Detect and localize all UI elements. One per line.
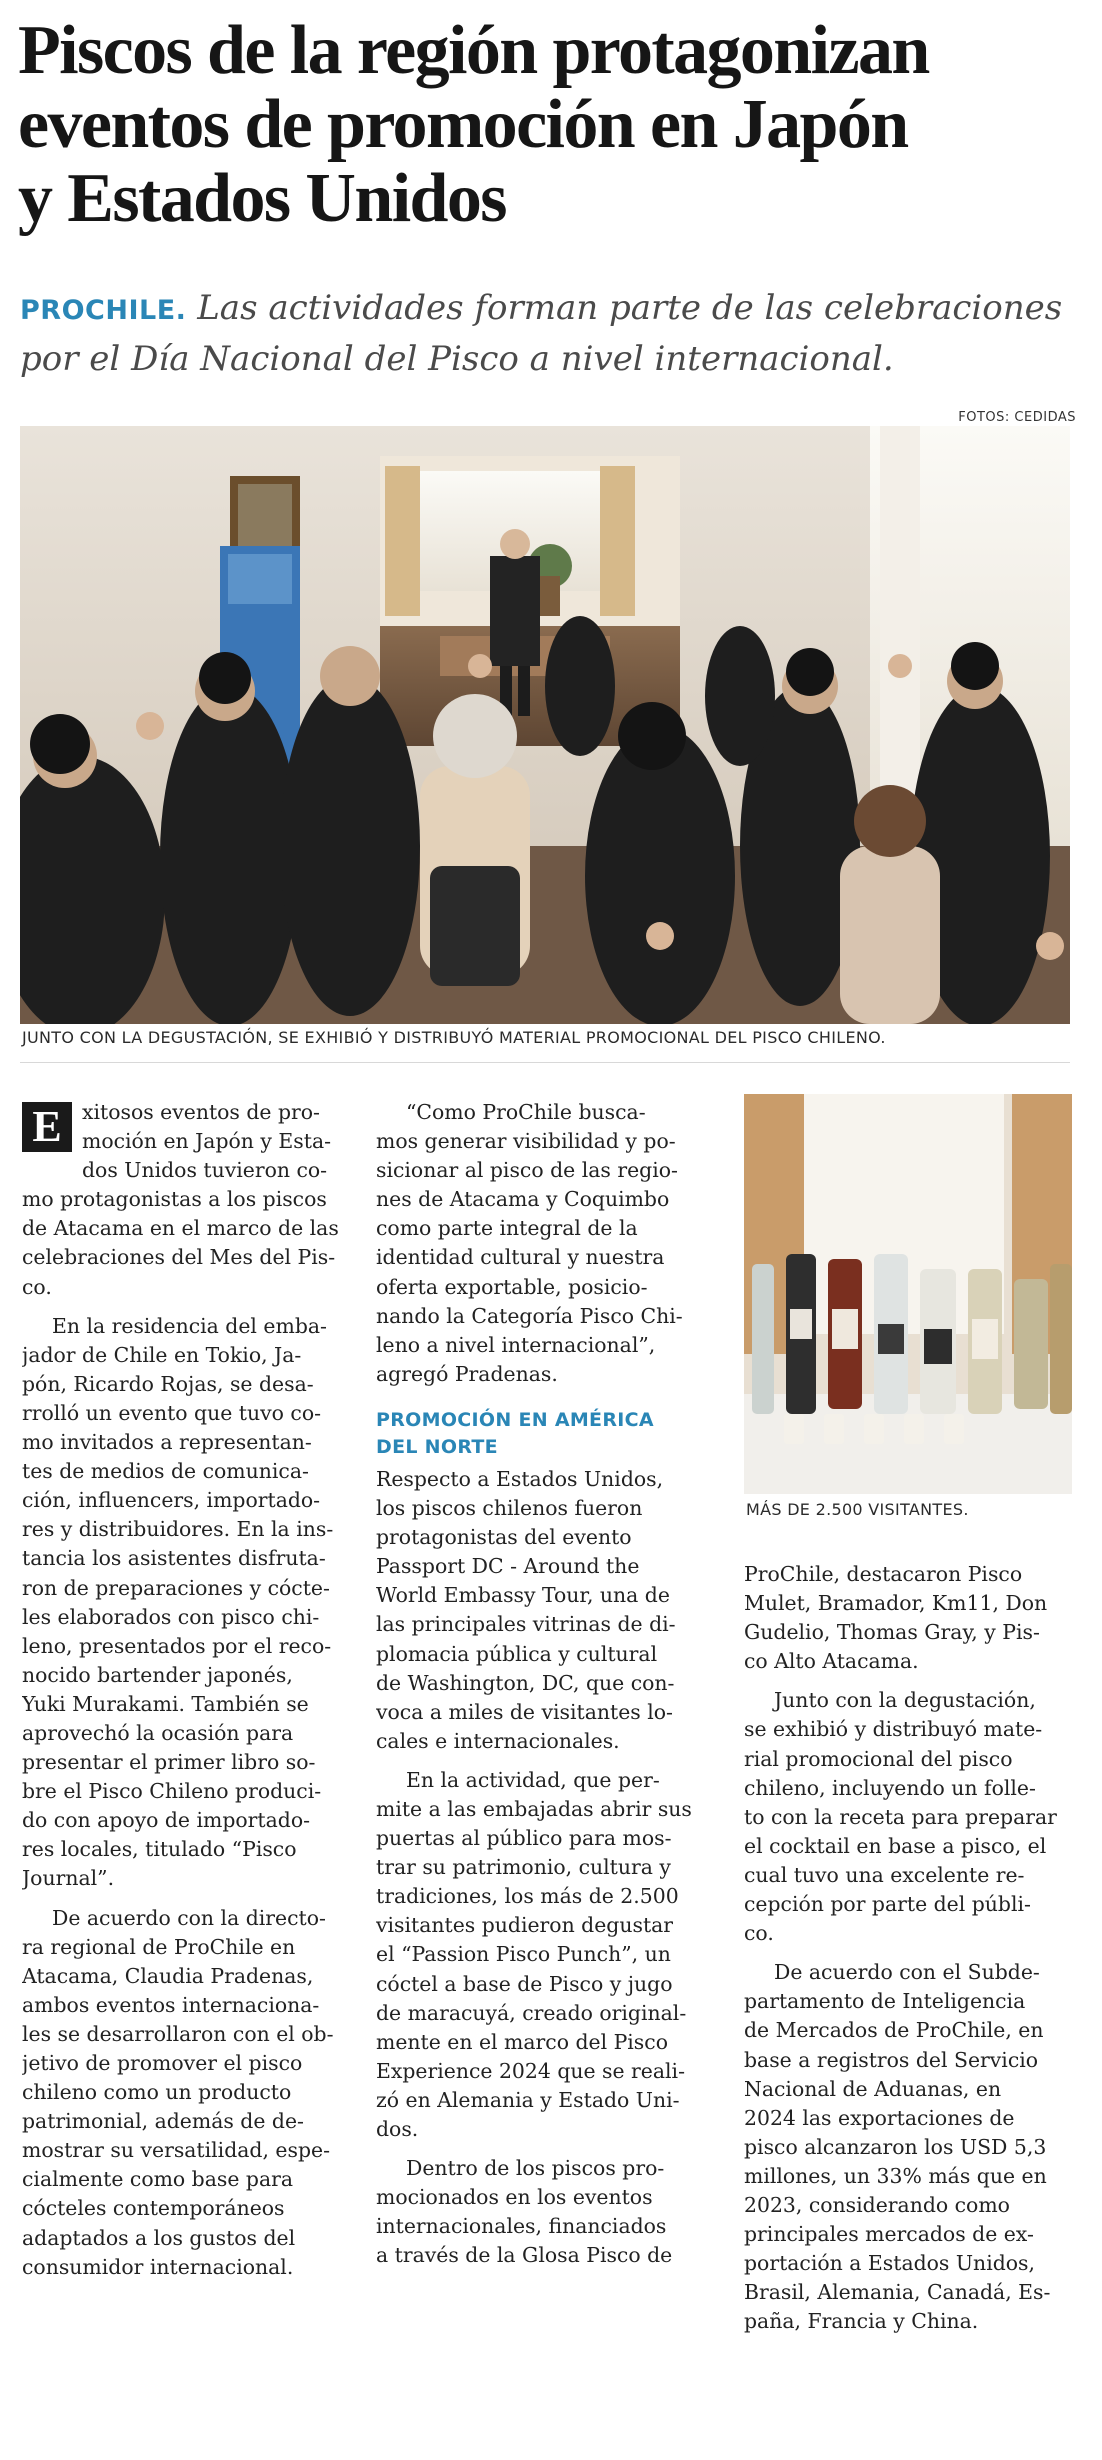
- body-line: cepción por parte del públi-: [744, 1892, 1031, 1917]
- body-line: ción, influencers, importado-: [22, 1488, 321, 1513]
- body-line: paña, Francia y China.: [744, 2309, 979, 2334]
- body-line: de Atacama en el marco de las: [22, 1216, 339, 1241]
- body-line: presentar el primer libro so-: [22, 1750, 316, 1775]
- body-line: Nacional de Aduanas, en: [744, 2076, 1002, 2101]
- body-line: voca a miles de visitantes lo-: [376, 1699, 673, 1724]
- body-line: nocido bartender japonés,: [22, 1662, 293, 1687]
- body-line: cual tuvo una excelente re-: [744, 1862, 1025, 1887]
- body-line: rrolló un evento que tuvo co-: [22, 1400, 321, 1425]
- body-line: cóctel a base de Pisco y jugo: [376, 1971, 673, 1996]
- body-line: de Mercados de ProChile, en: [744, 2018, 1044, 2043]
- body-line: do con apoyo de importado-: [22, 1808, 310, 1833]
- body-line: Atacama, Claudia Pradenas,: [22, 1963, 314, 1988]
- body-line: leno a nivel internacional”,: [376, 1332, 656, 1357]
- body-line: cócteles contemporáneos: [22, 2196, 285, 2221]
- body-line: sicionar al pisco de las regio-: [376, 1158, 678, 1183]
- subhead-line-1: PROMOCIÓN EN AMÉRICA: [376, 1408, 654, 1431]
- body-line: les elaborados con pisco chi-: [22, 1604, 320, 1629]
- body-line: adaptados a los gustos del: [22, 2225, 296, 2250]
- body-line: co Alto Atacama.: [744, 1649, 919, 1674]
- main-photo-caption: JUNTO CON LA DEGUSTACIÓN, SE EXHIBIÓ Y DISTRIBUYÓ MATERIAL PROMOCIONAL DEL PISCO CHILENO.: [22, 1028, 886, 1047]
- body-line: puertas al público para mos-: [376, 1826, 672, 1851]
- kicker: PROCHILE.: [20, 295, 187, 326]
- body-line: rial promocional del pisco: [744, 1746, 1013, 1771]
- body-line: celebraciones del Mes del Pis-: [22, 1245, 336, 1270]
- body-line: co.: [22, 1274, 52, 1299]
- body-line: Mulet, Bramador, Km11, Don: [744, 1591, 1048, 1616]
- column-2: [376, 1098, 716, 2270]
- body-line: pón, Ricardo Rojas, se desa-: [22, 1371, 314, 1396]
- body-line: Brasil, Alemania, Canadá, Es-: [744, 2280, 1051, 2305]
- body-line: bre el Pisco Chileno produci-: [22, 1779, 322, 1804]
- body-line: jetivo de promover el pisco: [22, 2051, 303, 2075]
- body-line: cales e internacionales.: [376, 1728, 620, 1753]
- body-line: leno, presentados por el reco-: [22, 1633, 332, 1658]
- body-line: aprovechó la ocasión para: [22, 1720, 294, 1745]
- section-subhead: [376, 1407, 716, 1461]
- body-line: tancia los asistentes disfruta-: [22, 1546, 326, 1571]
- body-line: partamento de Inteligencia: [744, 1989, 1026, 2014]
- body-line: internacionales, financiados: [376, 2214, 667, 2239]
- body-line: las principales vitrinas de di-: [376, 1612, 676, 1637]
- body-line: plomacia pública y cultural: [376, 1641, 658, 1666]
- body-line: to con la receta para preparar: [744, 1804, 1057, 1829]
- body-line: el “Passion Pisco Punch”, un: [376, 1942, 671, 1967]
- body-line: chileno como un producto: [22, 2080, 292, 2105]
- body-line: tes de medios de comunica-: [22, 1459, 309, 1484]
- body-line: patrimonial, además de de-: [22, 2109, 304, 2134]
- body-line: ra regional de ProChile en: [22, 1934, 296, 1959]
- column-3: [744, 1560, 1084, 2336]
- body-line: mo protagonistas a los piscos: [22, 1187, 327, 1212]
- body-line: identidad cultural y nuestra: [376, 1245, 665, 1270]
- body-line: nando la Categoría Pisco Chi-: [376, 1303, 683, 1328]
- body-line: co.: [744, 1921, 774, 1946]
- dropcap: E: [22, 1102, 72, 1152]
- body-line: les se desarrollaron con el ob-: [22, 2021, 334, 2046]
- body-line: “Como ProChile busca-: [406, 1100, 646, 1124]
- bottles-photo: [744, 1094, 1072, 1494]
- headline-line-3: y Estados Unidos: [18, 160, 506, 237]
- body-line: World Embassy Tour, una de: [376, 1583, 670, 1608]
- body-line: mostrar su versatilidad, espe-: [22, 2138, 330, 2163]
- body-line: como parte integral de la: [376, 1216, 638, 1241]
- body-line: principales mercados de ex-: [744, 2222, 1034, 2247]
- headline-line-2: eventos de promoción en Japón: [18, 86, 908, 163]
- body-line: agregó Pradenas.: [376, 1361, 558, 1386]
- body-line: Respecto a Estados Unidos,: [376, 1466, 664, 1491]
- body-line: ProChile, destacaron Pisco: [744, 1562, 1023, 1586]
- body-line: de maracuyá, creado original-: [376, 2000, 687, 2025]
- body-line: 2023, considerando como: [744, 2192, 1010, 2217]
- body-line: Experience 2024 que se reali-: [376, 2058, 685, 2083]
- body-line: pisco alcanzaron los USD 5,3: [744, 2134, 1047, 2159]
- body-line: los piscos chilenos fueron: [376, 1496, 643, 1521]
- body-line: res y distribuidores. En la ins-: [22, 1517, 334, 1542]
- subhead-line-2: DEL NORTE: [376, 1435, 498, 1458]
- body-line: consumidor internacional.: [22, 2254, 294, 2279]
- body-line: mocionados en los eventos: [376, 2185, 653, 2210]
- body-line: mite a las embajadas abrir sus: [376, 1796, 692, 1821]
- body-line: nes de Atacama y Coquimbo: [376, 1187, 670, 1212]
- body-line: chileno, incluyendo un folle-: [744, 1775, 1036, 1800]
- body-line: de Washington, DC, que con-: [376, 1670, 675, 1695]
- body-line: dos Unidos tuvieron co-: [82, 1158, 328, 1183]
- body-line: De acuerdo con la directo-: [52, 1905, 326, 1930]
- body-line: protagonistas del evento: [376, 1525, 632, 1550]
- body-line: portación a Estados Unidos,: [744, 2251, 1035, 2276]
- deck-line-1: Las actividades forman parte de las celebraciones: [197, 288, 1063, 328]
- body-line: Passport DC - Around the: [376, 1554, 640, 1579]
- body-line: zó en Alemania y Estado Uni-: [376, 2087, 680, 2112]
- body-line: el cocktail en base a pisco, el: [744, 1833, 1047, 1858]
- body-line: tradiciones, los más de 2.500: [376, 1884, 679, 1909]
- body-line: De acuerdo con el Subde-: [774, 1960, 1040, 1985]
- body-line: se exhibió y distribuyó mate-: [744, 1717, 1043, 1742]
- body-line: mo invitados a representan-: [22, 1430, 312, 1455]
- body-line: Journal”.: [22, 1866, 115, 1891]
- body-line: mente en el marco del Pisco: [376, 2029, 668, 2054]
- bottles-photo-caption: MÁS DE 2.500 VISITANTES.: [746, 1500, 969, 1519]
- body-line: xitosos eventos de pro-: [82, 1100, 320, 1124]
- divider: [20, 1062, 1070, 1063]
- deck: [20, 284, 1090, 383]
- body-line: mos generar visibilidad y po-: [376, 1129, 676, 1154]
- body-line: En la residencia del emba-: [52, 1313, 327, 1338]
- photo-credit: FOTOS: CEDIDAS: [958, 410, 1076, 425]
- body-line: En la actividad, que per-: [406, 1767, 660, 1792]
- body-line: cialmente como base para: [22, 2167, 294, 2192]
- body-line: Yuki Murakami. También se: [22, 1691, 309, 1716]
- body-line: Gudelio, Thomas Gray, y Pis-: [744, 1620, 1040, 1645]
- body-line: jador de Chile en Tokio, Ja-: [22, 1342, 302, 1367]
- main-photo: [20, 426, 1070, 1024]
- bottles-photo-illustration: [744, 1094, 1072, 1494]
- body-line: a través de la Glosa Pisco de: [376, 2243, 673, 2268]
- event-photo-illustration: [20, 426, 1070, 1024]
- body-line: base a registros del Servicio: [744, 2047, 1039, 2072]
- body-line: dos.: [376, 2117, 419, 2141]
- headline: [18, 14, 1088, 236]
- body-line: oferta exportable, posicio-: [376, 1274, 648, 1299]
- body-line: millones, un 33% más que en: [744, 2163, 1047, 2188]
- body-line: moción en Japón y Esta-: [82, 1129, 331, 1154]
- body-line: ambos eventos internaciona-: [22, 1992, 320, 2017]
- body-line: trar su patrimonio, cultura y: [376, 1855, 671, 1880]
- deck-line-2: por el Día Nacional del Pisco a nivel internacional.: [20, 339, 894, 379]
- body-line: visitantes pudieron degustar: [376, 1913, 674, 1938]
- column-1: [22, 1098, 362, 2282]
- body-line: ron de preparaciones y cócte-: [22, 1575, 330, 1600]
- headline-line-1: Piscos de la región protagonizan: [18, 12, 929, 89]
- body-line: Dentro de los piscos pro-: [406, 2156, 665, 2181]
- body-line: 2024 las exportaciones de: [744, 2105, 1015, 2130]
- body-line: Junto con la degustación,: [774, 1688, 1036, 1713]
- body-line: res locales, titulado “Pisco: [22, 1837, 297, 1862]
